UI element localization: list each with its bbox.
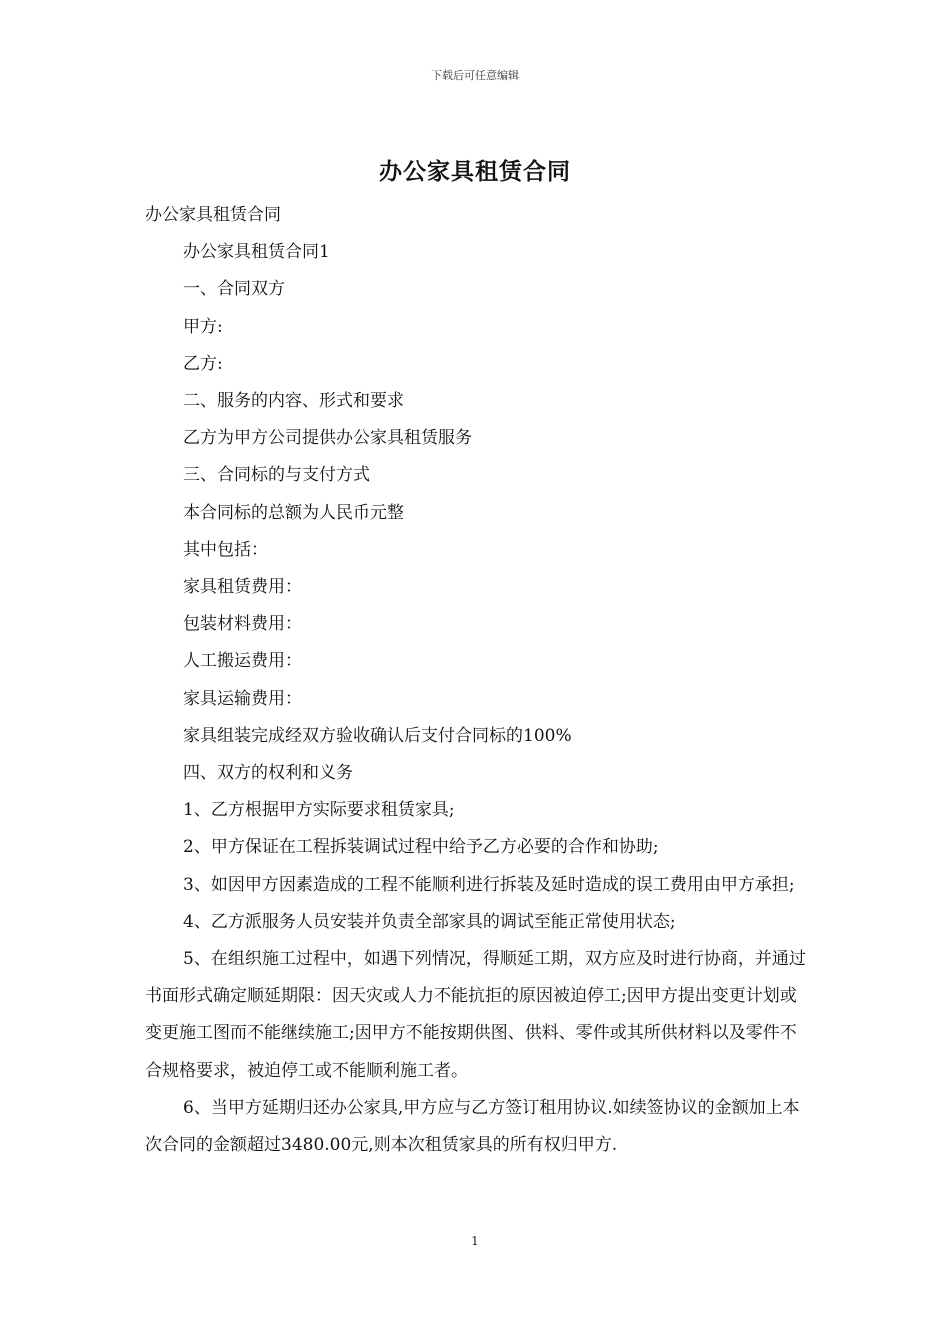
paragraph: 家具组装完成经双方验收确认后支付合同标的100% <box>183 725 572 746</box>
paragraph: 甲方: <box>183 316 223 337</box>
document-body <box>145 197 810 1164</box>
paragraph: 本合同标的总额为人民币元整 <box>183 502 404 523</box>
paragraph: 6、当甲方延期归还办公家具,甲方应与乙方签订租用协议.如续签协议的金额加上本次合同的金额超过3480.00元,则本次租赁家具的所有权归甲方. <box>145 1097 800 1156</box>
page-number: 1 <box>471 1234 479 1248</box>
paragraph: 家具运输费用： <box>183 688 302 709</box>
paragraph: 乙方为甲方公司提供办公家具租赁服务 <box>183 428 472 449</box>
page-header-note: 下载后可任意编辑 <box>431 69 519 82</box>
paragraph: 人工搬运费用： <box>183 651 302 672</box>
paragraph: 办公家具租赁合同 <box>145 205 281 225</box>
paragraph: 其中包括： <box>183 539 268 560</box>
paragraph: 1、乙方根据甲方实际要求租赁家具; <box>183 800 455 821</box>
paragraph: 4、乙方派服务人员安装并负责全部家具的调试至能正常使用状态; <box>183 911 676 932</box>
paragraph: 家具租赁费用： <box>183 577 302 598</box>
section-heading: 三、合同标的与支付方式 <box>183 465 370 486</box>
paragraph: 2、甲方保证在工程拆装调试过程中给予乙方必要的合作和协助; <box>183 837 659 858</box>
paragraph: 乙方: <box>183 353 223 374</box>
paragraph: 5、在组织施工过程中，如遇下列情况，得顺延工期，双方应及时进行协商，并通过书面形式确定顺延期限：因天灾或人力不能抗拒的原因被迫停工;因甲方提出变更计划或变更施工图而不能继续施工;因甲方不能按期供图、供料、零件或其所供材料以及零件不合规格要求，被迫停工或不能顺利施工者。 <box>145 949 806 1081</box>
paragraph: 3、如因甲方因素造成的工程不能顺利进行拆装及延时造成的误工费用由甲方承担; <box>183 874 795 895</box>
paragraph: 包装材料费用： <box>183 614 302 635</box>
paragraph: 办公家具租赁合同1 <box>183 242 330 263</box>
section-heading: 四、双方的权利和义务 <box>183 763 353 784</box>
section-heading: 二、服务的内容、形式和要求 <box>183 391 404 412</box>
document-title: 办公家具租赁合同 <box>379 158 571 185</box>
section-heading: 一、合同双方 <box>183 279 285 300</box>
